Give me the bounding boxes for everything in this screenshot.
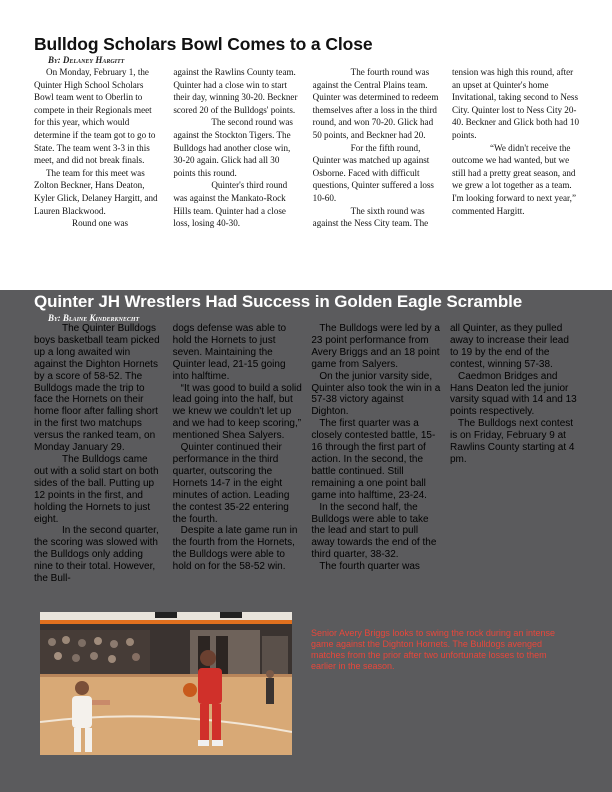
article1-column [452,66,580,230]
paragraph: The Quinter Bulldogs boys basketball team picked up a long awaited win against the Dighton Hornets by a score of 58-52. The Bulldogs made the trip to face the Hornets on their home floor after falling short in the first two matchups versus the ranked team, on Monday January 29. [34,323,160,454]
scholars-bowl-section [0,0,612,290]
article1-column [173,66,301,230]
paragraph: In the second quarter, the scoring was slowed with the Bulldogs only adding nine to their total. However, the Bull- [34,525,159,585]
article2-title: Quinter JH Wrestlers Had Success in Golden Eagle Scramble [34,292,523,311]
paragraph: The first quarter was a closely contested battle, 15-16 through the first part of action. In the second, the battle continued. Still remaining a one point ball game into halftime, 23-24. [311,418,436,501]
article1-byline: By: Delaney Hargitt [48,55,125,65]
article1-column [34,66,162,230]
paragraph: The team for this meet was Zolton Beckner, Hans Deaton, Kyler Glick, Delaney Hargitt, and Lauren Blackwood. [34,167,158,216]
article1-title: Bulldog Scholars Bowl Comes to a Close [34,34,373,54]
paragraph: The fourth round was against the Central Plains team. Quinter was determined to redeem themselves after a loss in the third round, and won 70-20. Glick had 50 points, and Beckner had 20. [312,67,439,140]
paragraph: Quinter's third round was against the Mankato-Rock Hills team. Quinter had a close loss, losing 40-30. [173,180,288,229]
article1-columns [34,66,580,230]
basketball-photo [40,612,292,755]
paragraph: Caedmon Bridges and Hans Deaton led the junior varsity squad with 14 and 13 points respectively. [449,370,577,418]
paragraph: against the Rawlins County team. Quinter had a close win to start their day, winning 30-20. Beckner scored 20 of the Bulldogs' points. [173,67,298,115]
paragraph: The Bulldogs next contest is on Friday, February 9 at Rawlins County starting at 4 pm. [449,418,575,465]
paragraph: In the second half, the Bulldogs were able to take the lead and start to pull away towards the end of the third quarter, 38-32. [311,501,437,561]
paragraph: The Bulldogs came out with a solid start on both sides of the ball. Putting up 12 points in the first, and holding the Hornets to just eight. [34,453,159,525]
article2-column [173,323,303,585]
paragraph: all Quinter, as they pulled away to increase their lead to 19 by the end of the contest, winning 57-38. [449,323,569,370]
article2-column [34,323,164,585]
paragraph: The sixth round was against the Ness City team. The [312,205,429,229]
article2-column [450,323,580,585]
photo-caption: Senior Avery Briggs looks to swing the rock during an intense game against the Dighton Hornets. The Bulldogs avenged matches from the prior after two unfortunate losses to them earlier in the season. [311,628,555,671]
paragraph: The Bulldogs were led by a 23 point performance from Avery Briggs and an 18 point game from Salyers. [311,323,440,370]
article2-columns [34,323,580,585]
paragraph: “We didn't receive the outcome we had wanted, but we still had a pretty great season, and we grew a lot together as a team. I'm looking forward to next year,” commented Hargitt. [451,142,576,216]
paragraph: Despite a late game run in the fourth from the Hornets, the Bulldogs were able to hold on for the 58-52 win. [172,525,298,573]
article2-byline: By: Blaine Kinderknecht [48,313,140,323]
paragraph: On Monday, February 1, the Quinter High School Scholars Bowl team went to Oberlin to compete in their Regionals meet for this year, which would determine if the team got to go to State. The team went 3-3 in this meet, and did not break finals. [34,67,156,166]
paragraph: dogs defense was able to hold the Hornets to just seven. Maintaining the Quinter lead, 21-15 going into halftime. [172,323,287,382]
paragraph: tension was high this round, after an upset at Quinter's home Invitational, taking second to Ness City. Quinter lost to Ness City 20-40. Beckner and Glick both had 10 points. [451,67,580,140]
article1-column [313,66,441,230]
paragraph: Quinter continued their performance in the third quarter, outscoring the Hornets 14-7 in the eight minutes of action. Leading the contest 35-22 entering the fourth. [172,442,290,525]
paragraph: The fourth quarter was [319,561,420,573]
paragraph: “It was good to build a solid lead going into the half, but we knew we couldn't let up and we had to keep scoring,” mentioned Shea Salyers. [172,382,302,442]
paragraph: The second round was against the Stockton Tigers. The Bulldogs had another close win, 30-20 again. Glick had all 30 points this round. [173,117,293,178]
article2-column [311,323,441,585]
paragraph: For the fifth round, Quinter was matched up against Osborne. Faced with difficult questions, Quinter suffered a loss 10-60. [312,142,434,203]
paragraph: On the junior varsity side, Quinter also took the win in a 57-38 victory against Dighton. [311,370,441,418]
paragraph: Round one was [72,218,129,229]
